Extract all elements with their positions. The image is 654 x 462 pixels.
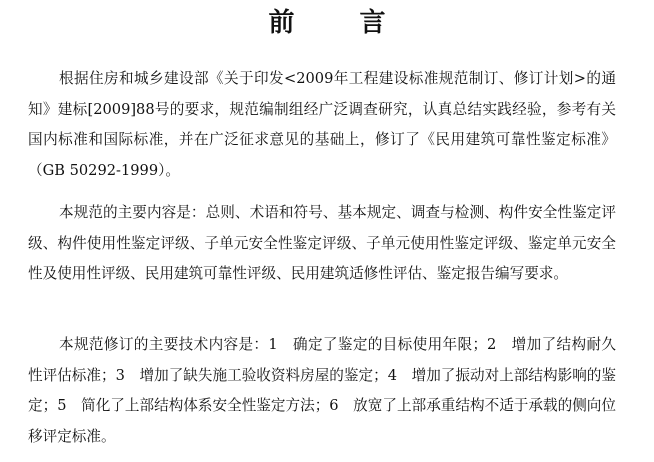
paragraph-basis: 根据住房和城乡建设部《关于印发<2009年工程建设标准规范制订、修订计划>的通知》建标[2009]88号的要求，规范编制组经广泛调查研究，认真总结实践经验，参考有关国内标准和国际标准，并在广泛征求意见的基础上，修订了《民用建筑可靠性鉴定标准》（GB 50292-1999）。	[28, 70, 616, 179]
paragraph-revision-contents: 本规范修订的主要技术内容是：1 确定了鉴定的目标使用年限；2 增加了结构耐久性评估标准；3 增加了缺失施工验收资料房屋的鉴定；4 增加了振动对上部结构影响的鉴定；5 简化了上部结构体系安全性鉴定方法；6 放宽了上部承重结构不适于承载的侧向位移评定标准。	[28, 336, 616, 445]
page-title: 前 言	[268, 8, 414, 38]
paragraph-main-contents: 本规范的主要内容是：总则、术语和符号、基本规定、调查与检测、构件安全性鉴定评级、构件使用性鉴定评级、子单元安全性鉴定评级、子单元使用性鉴定评级、鉴定单元安全性及使用性评级、民用建筑可靠性评级、民用建筑适修性评估、鉴定报告编写要求。	[28, 204, 616, 283]
